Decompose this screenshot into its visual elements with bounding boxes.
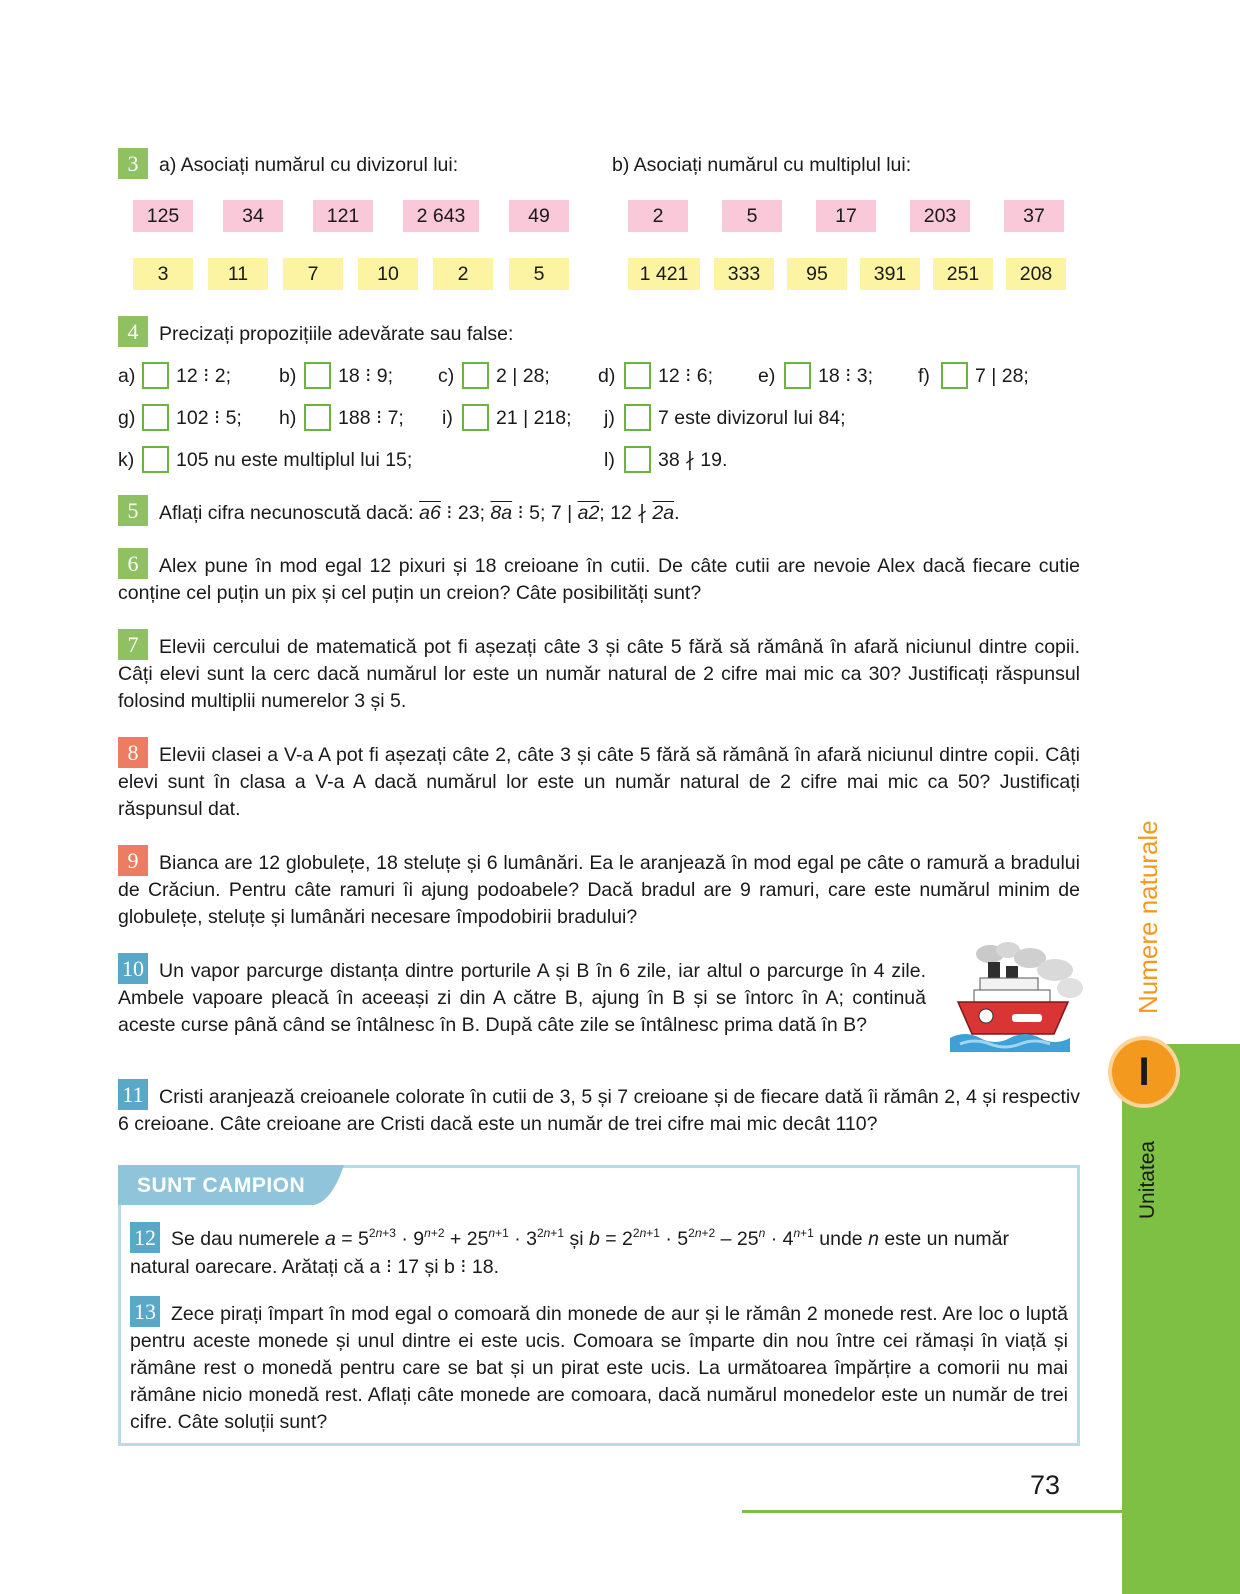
answer-checkbox[interactable] xyxy=(304,362,331,389)
item-text: 18 ⁝ 9; xyxy=(338,365,393,387)
unit-numeral: I xyxy=(1138,1050,1150,1094)
number-tile[interactable]: 37 xyxy=(1004,200,1064,232)
exercise-12-number: 12 xyxy=(130,1222,160,1253)
number-tile[interactable]: 5 xyxy=(722,200,782,232)
multiple-tile[interactable]: 391 xyxy=(860,258,920,290)
exercise-10-text: Un vapor parcurge distanța dintre porturile A și B în 6 zile, iar altul o parcurge în 4 zile. Ambele vapoare pleacă în aceeași zi din A către B, ajung în B și se întorc în A; continuă aceste curse până când se întâlnesc în B. După câte zile se întâlnesc prima dată în B? xyxy=(118,960,926,1036)
page-number: 73 xyxy=(1030,1470,1061,1500)
item-label: j) xyxy=(604,407,615,429)
item-text: 102 ⁝ 5; xyxy=(176,407,242,429)
multiple-tile[interactable]: 251 xyxy=(933,258,993,290)
exercise-5-prefix: Aflați cifra necunoscută dacă: xyxy=(159,502,414,524)
exercise-6-number: 6 xyxy=(118,548,148,579)
item-label: k) xyxy=(118,449,135,471)
item-label: i) xyxy=(442,407,453,429)
number-tile[interactable]: 2 xyxy=(628,200,688,232)
exercise-8-text: Elevii clasei a V-a A pot fi așezați câte 2, câte 3 și câte 5 fără să rămână în afară niciunul dintre copii. Câți elevi sunt în clasa a V-a A dacă numărul lor este un număr natural de 2 cifre mai mic ca 50? Justificați răspunsul dat. xyxy=(118,744,1080,820)
exercise-3a-text: a) Asociați numărul cu divizorul lui: xyxy=(159,154,459,176)
overline-number: 2a xyxy=(652,502,675,524)
multiple-tile[interactable]: 95 xyxy=(787,258,847,290)
item-label: d) xyxy=(598,365,616,387)
number-tile[interactable]: 49 xyxy=(509,200,569,232)
unit-word-wrap xyxy=(1136,1140,1160,1220)
exercise-13-text: Zece pirați împart în mod egal o comoară din monede de aur și le rămân 2 monede rest. Are loc o luptă pentru aceste monede și unul dintre ei este ucis. Comoara se împarte din nou între cei rămași în viață și rămâne rest o monedă pentru care se bat și un pirat este ucis. La următoarea împărțire a comorii nu mai rămâne nicio monedă rest. Aflați câte monede are comoara, dacă numărul monedelor este un număr de trei cifre. Câte soluții sunt? xyxy=(130,1303,1068,1433)
number-tile[interactable]: 17 xyxy=(816,200,876,232)
item-label: b) xyxy=(279,365,297,387)
item-text: 12 ⁝ 6; xyxy=(658,365,713,387)
exercise-4-text: Precizați propozițiile adevărate sau false: xyxy=(159,323,514,345)
multiple-tile[interactable]: 208 xyxy=(1006,258,1066,290)
champion-title: SUNT CAMPION xyxy=(137,1174,306,1197)
number-tile[interactable]: 125 xyxy=(133,200,193,232)
exercise-5-text xyxy=(159,500,680,527)
unit-word: Unitatea xyxy=(1136,1140,1159,1220)
item-label: a) xyxy=(118,365,136,387)
item-label: g) xyxy=(118,407,136,429)
item-label: e) xyxy=(758,365,776,387)
divisor-tile[interactable]: 5 xyxy=(509,258,569,290)
multiple-tile[interactable]: 1 421 xyxy=(628,258,700,290)
exercise-7-text: Elevii cercului de matematică pot fi așezați câte 3 și câte 5 fără să rămână în afară niciunul dintre copii. Câți elevi sunt la cerc dacă numărul lor este un număr natural de 2 cifre mai mic ca 30? Justificați răspunsul folosind multiplii numerelor 3 și 5. xyxy=(118,636,1080,712)
overline-number: a6 xyxy=(419,502,441,524)
divisor-tile[interactable]: 11 xyxy=(208,258,268,290)
item-label: h) xyxy=(279,407,297,429)
unit-title: Numere naturale xyxy=(1133,820,1163,1014)
item-text: 2 | 28; xyxy=(496,365,550,387)
item-label: c) xyxy=(438,365,455,387)
footer-rule xyxy=(742,1510,1122,1513)
item-text: 38 ∤ 19. xyxy=(658,449,728,471)
answer-checkbox[interactable] xyxy=(142,362,169,389)
number-tile[interactable]: 121 xyxy=(313,200,373,232)
exercise-10-number: 10 xyxy=(118,953,148,984)
divisor-tile[interactable]: 10 xyxy=(358,258,418,290)
overline-number: 8a xyxy=(490,502,513,524)
multiple-tile[interactable]: 333 xyxy=(714,258,774,290)
item-text: 21 | 218; xyxy=(496,407,572,429)
item-text: 7 | 28; xyxy=(975,365,1029,387)
answer-checkbox[interactable] xyxy=(624,362,651,389)
exercise-11-number: 11 xyxy=(118,1079,148,1110)
exercise-5-fragment: ⁝ 23; xyxy=(440,502,491,524)
item-label: f) xyxy=(918,365,930,387)
exercise-13-number: 13 xyxy=(130,1296,160,1327)
exercise-6-text: Alex pune în mod egal 12 pixuri și 18 creioane în cutii. De câte cutii are nevoie Alex dacă fiecare cutie conține cel puțin un pix și cel puțin un creion? Câte posibilități sunt? xyxy=(118,555,1080,604)
overline-number: a2 xyxy=(577,502,600,524)
item-text: 7 este divizorul lui 84; xyxy=(658,407,846,429)
number-tile[interactable]: 2 643 xyxy=(403,200,479,232)
divisor-tile[interactable]: 2 xyxy=(433,258,493,290)
number-tile[interactable]: 34 xyxy=(223,200,283,232)
answer-checkbox[interactable] xyxy=(941,362,968,389)
item-label: l) xyxy=(604,449,615,471)
exercise-3b-text: b) Asociați numărul cu multiplul lui: xyxy=(612,154,912,176)
divisor-tile[interactable]: 7 xyxy=(283,258,343,290)
exercise-5-fragment: . xyxy=(674,502,680,524)
number-tile[interactable]: 203 xyxy=(910,200,970,232)
item-text: 105 nu este multiplul lui 15; xyxy=(176,449,413,471)
answer-checkbox[interactable] xyxy=(304,404,331,431)
exercise-8-number: 8 xyxy=(118,737,148,768)
answer-checkbox[interactable] xyxy=(142,404,169,431)
exercise-5-number: 5 xyxy=(118,495,148,526)
exercise-7-number: 7 xyxy=(118,629,148,660)
exercise-3-number: 3 xyxy=(118,148,148,179)
item-text: 12 ⁝ 2; xyxy=(176,365,231,387)
item-text: 188 ⁝ 7; xyxy=(338,407,404,429)
exercise-5-fragment: ; 12 ∤ xyxy=(599,502,653,524)
unit-title-wrap xyxy=(1118,800,1178,1015)
exercise-11-text: Cristi aranjează creioanele colorate în cutii de 3, 5 și 7 creioane și de fiecare dată îi rămân 2, 4 și respectiv 6 creioane. Câte creioane are Cristi dacă este un număr de trei cifre mai mic decât 110? xyxy=(118,1086,1080,1135)
divisor-tile[interactable]: 3 xyxy=(133,258,193,290)
answer-checkbox[interactable] xyxy=(462,362,489,389)
answer-checkbox[interactable] xyxy=(624,404,651,431)
answer-checkbox[interactable] xyxy=(624,446,651,473)
ship-illustration xyxy=(950,940,1085,1055)
exercise-9-number: 9 xyxy=(118,845,148,876)
exercise-4-number: 4 xyxy=(118,316,148,347)
answer-checkbox[interactable] xyxy=(462,404,489,431)
exercise-12-line2: natural oarecare. Arătați că a ⁝ 17 și b ⁝ 18. xyxy=(130,1256,500,1278)
answer-checkbox[interactable] xyxy=(784,362,811,389)
exercise-9-text: Bianca are 12 globulețe, 18 steluțe și 6 lumânări. Ea le aranjează în mod egal pe câte o ramură a bradului de Crăciun. Pentru câte ramuri îi ajung podoabele? Dacă bradul are 9 ramuri, care este numărul minim de globulețe, steluțe și lumânări necesare împodobirii bradului? xyxy=(118,852,1080,928)
answer-checkbox[interactable] xyxy=(142,446,169,473)
item-text: 18 ⁝ 3; xyxy=(818,365,873,387)
exercise-12-formula: Se dau numerele $a = 5^{2n+3} \cdot 9^{n+2} + 25^{n+1} \cdot 3^{2n+1}$ și $b = 2^{2n+1} \cdot 5^{2n+2} - 25^n \cdot 4^{n+1}$ unde n este un număr xyxy=(171,1226,1009,1250)
exercise-5-fragment: ⁝ 5; 7 | xyxy=(512,502,578,524)
